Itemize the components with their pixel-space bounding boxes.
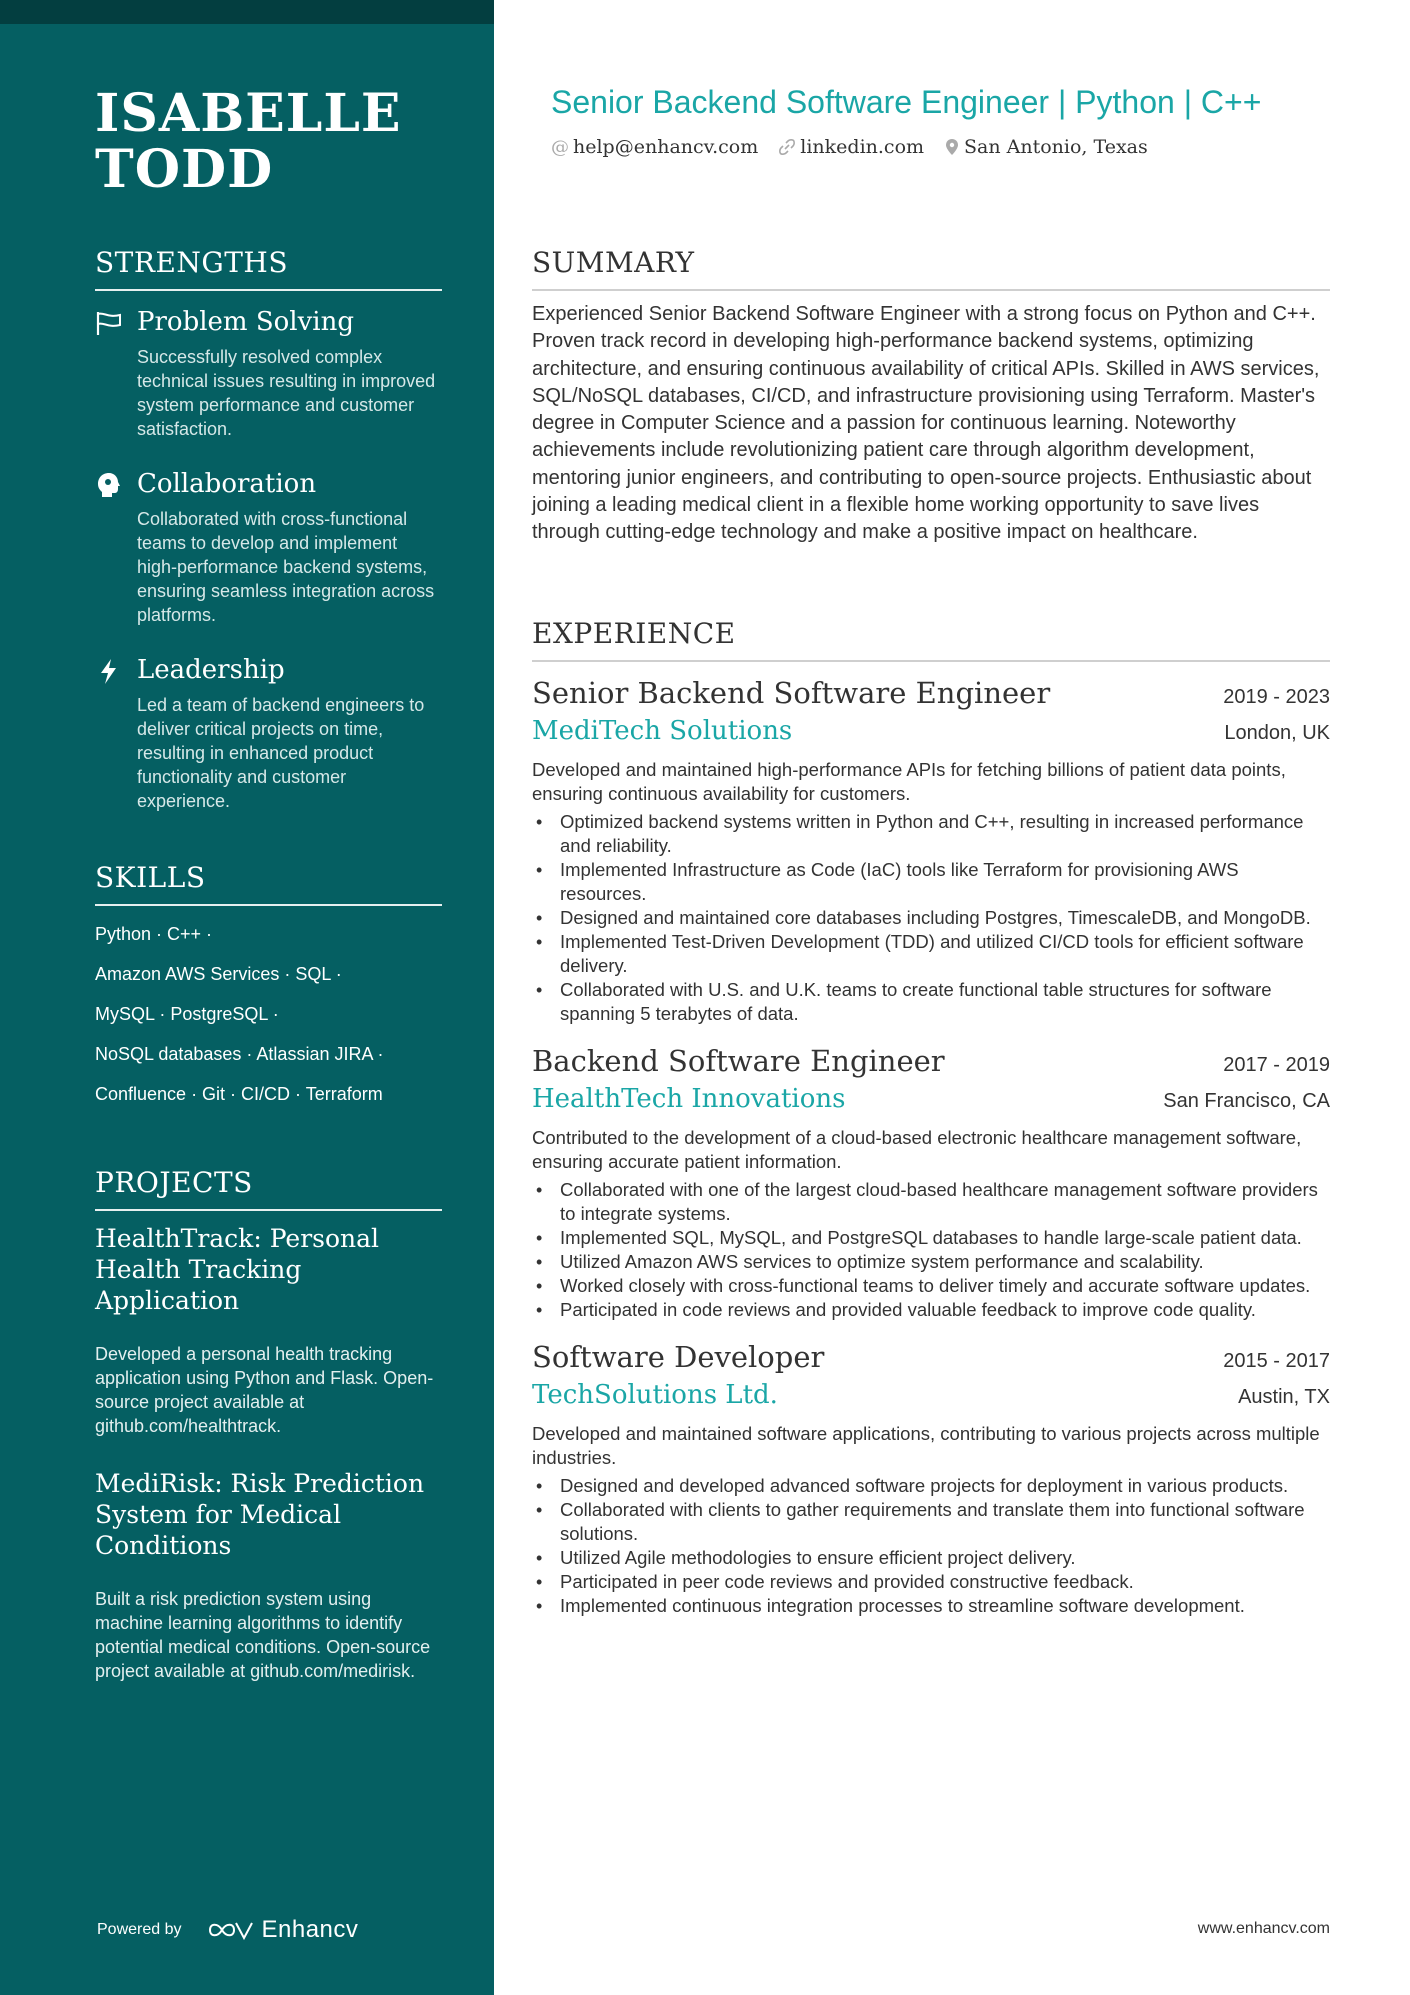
job-company: HealthTech Innovations (532, 1084, 846, 1114)
strength-title: Problem Solving (137, 307, 355, 337)
strengths-heading: STRENGTHS (95, 246, 442, 291)
job-header (532, 676, 1330, 710)
linkedin-text: linkedin.com (800, 136, 925, 158)
powered-by-label: Powered by (97, 1921, 182, 1938)
enhancv-logo-icon (206, 1918, 254, 1942)
job-bullet: • Collaborated with clients to gather requirements and translate them into functional software solutions. (532, 1498, 1330, 1546)
at-icon: @ (551, 136, 569, 158)
strength-item (95, 305, 442, 441)
job-entry (532, 1044, 1330, 1322)
summary-text: Experienced Senior Backend Software Engineer with a strong focus on Python and C++. Proven track record in developing high-performance backend systems, optimizing architecture, and ensuring continuous availability of critical APIs. Skilled in AWS services, SQL/NoSQL databases, CI/CD, and infrastructure provisioning using Terraform. Master's degree in Computer Science and a passion for continuous learning. Noteworthy achievements include revolutionizing patient care through algorithm development, mentoring junior engineers, and contributing to open-source projects. Enthusiastic about joining a leading medical client in a flexible home working opportunity to save lives through cutting-edge technology and make a positive impact on healthcare. (532, 303, 1320, 544)
skills-list (95, 922, 442, 1106)
job-bullet: • Collaborated with one of the largest cloud-based healthcare management software providers to integrate systems. (532, 1178, 1330, 1226)
skills-section (95, 861, 442, 1106)
job-header (532, 1340, 1330, 1374)
headline: Senior Backend Software Engineer | Python | C++ (551, 84, 1262, 120)
job-subheader (532, 716, 1330, 746)
skill-line: Amazon AWS Services · SQL · (95, 964, 342, 984)
job-dates: 2019 - 2023 (1223, 686, 1330, 708)
powered-by (97, 1916, 358, 1944)
strength-desc: Led a team of backend engineers to deliver critical projects on time, resulting in enhanced product functionality and customer experience. (137, 695, 425, 811)
job-entry (532, 1340, 1330, 1618)
strength-desc: Collaborated with cross-functional teams to develop and implement high-performance backend systems, ensuring seamless integration across platforms. (137, 509, 435, 625)
experience-heading: EXPERIENCE (532, 617, 1330, 662)
flag-icon (95, 309, 123, 337)
projects-section (95, 1166, 442, 1683)
head-icon (95, 471, 123, 499)
skill-line: MySQL · PostgreSQL · (95, 1004, 279, 1024)
strength-item (95, 467, 442, 627)
skill-line: Python · C++ · (95, 924, 213, 944)
job-subheader (532, 1380, 1330, 1410)
job-location: San Francisco, CA (1163, 1090, 1330, 1112)
job-bullet: • Participated in code reviews and provided valuable feedback to improve code quality. (532, 1298, 1330, 1322)
job-title: Senior Backend Software Engineer (532, 676, 1051, 710)
experience-section (532, 617, 1330, 1618)
job-bullet: • Worked closely with cross-functional teams to deliver timely and accurate software updates. (532, 1274, 1330, 1298)
job-title: Software Developer (532, 1340, 825, 1374)
job-desc: Developed and maintained software applications, contributing to various projects across multiple industries. (532, 1423, 1320, 1468)
skill-line: Confluence · Git · CI/CD · Terraform (95, 1084, 383, 1104)
sidebar-top-bar (0, 0, 494, 24)
lightning-icon (95, 657, 123, 685)
job-bullet: • Optimized backend systems written in Python and C++, resulting in increased performance and reliability. (532, 810, 1330, 858)
enhancv-brand: Enhancv (261, 1916, 359, 1943)
job-company: TechSolutions Ltd. (532, 1380, 778, 1410)
contact-linkedin[interactable] (778, 136, 924, 158)
email-text: help@enhancv.com (573, 136, 759, 158)
job-location: Austin, TX (1238, 1386, 1330, 1408)
job-bullet: • Implemented SQL, MySQL, and PostgreSQL databases to handle large-scale patient data. (532, 1226, 1330, 1250)
project-title: HealthTrack: Personal Health Tracking Application (95, 1224, 380, 1315)
skills-heading: SKILLS (95, 861, 442, 906)
project-desc: Developed a personal health tracking application using Python and Flask. Open-source project available at github.com/healthtrack. (95, 1344, 434, 1436)
contact-location (944, 136, 1148, 158)
job-desc: Developed and maintained high-performance APIs for fetching billions of patient data points, ensuring continuous availability for customers. (532, 759, 1286, 804)
strength-item (95, 653, 442, 813)
name-line-1: ISABELLE (95, 83, 402, 144)
name-line-2: TODD (95, 139, 274, 200)
job-header (532, 1044, 1330, 1078)
skill-line: NoSQL databases · Atlassian JIRA · (95, 1044, 384, 1064)
job-bullets (532, 1474, 1330, 1618)
job-dates: 2015 - 2017 (1223, 1350, 1330, 1372)
strength-title: Collaboration (137, 469, 317, 499)
summary-section (532, 246, 1330, 547)
link-icon (778, 138, 796, 156)
job-bullet: • Designed and developed advanced software projects for deployment in various products. (532, 1474, 1330, 1498)
summary-heading: SUMMARY (532, 246, 1330, 291)
sidebar (0, 0, 494, 1995)
job-bullet: • Utilized Agile methodologies to ensure efficient project delivery. (532, 1546, 1330, 1570)
job-desc: Contributed to the development of a cloud-based electronic healthcare management software, ensuring accurate patient information. (532, 1127, 1302, 1172)
job-bullet: • Collaborated with U.S. and U.K. teams to create functional table structures for software spanning 5 terabytes of data. (532, 978, 1330, 1026)
job-dates: 2017 - 2019 (1223, 1054, 1330, 1076)
location-text: San Antonio, Texas (964, 136, 1148, 158)
job-bullet: • Participated in peer code reviews and provided constructive feedback. (532, 1570, 1330, 1594)
job-bullet: • Designed and maintained core databases including Postgres, TimescaleDB, and MongoDB. (532, 906, 1330, 930)
job-bullet: • Implemented Infrastructure as Code (IaC) tools like Terraform for provisioning AWS resources. (532, 858, 1330, 906)
projects-heading: PROJECTS (95, 1166, 442, 1211)
job-bullets (532, 1178, 1330, 1322)
job-subheader (532, 1084, 1330, 1114)
contact-bar (551, 136, 1148, 158)
job-entry (532, 676, 1330, 1026)
job-bullet: • Utilized Amazon AWS services to optimize system performance and scalability. (532, 1250, 1330, 1274)
candidate-name (95, 83, 402, 200)
job-bullet: • Implemented continuous integration processes to streamline software development. (532, 1594, 1330, 1618)
contact-email[interactable] (551, 136, 758, 158)
project-desc: Built a risk prediction system using machine learning algorithms to identify potential medical conditions. Open-source project available at github.com/medirisk. (95, 1589, 431, 1681)
job-bullet: • Implemented Test-Driven Development (TDD) and utilized CI/CD tools for efficient software delivery. (532, 930, 1330, 978)
job-bullets (532, 810, 1330, 1026)
location-pin-icon (944, 138, 960, 156)
job-location: London, UK (1224, 722, 1330, 744)
job-company: MediTech Solutions (532, 716, 793, 746)
strengths-section (95, 246, 442, 813)
job-title: Backend Software Engineer (532, 1044, 945, 1078)
footer-url[interactable]: www.enhancv.com (1197, 1920, 1330, 1937)
strength-desc: Successfully resolved complex technical issues resulting in improved system performance and customer satisfaction. (137, 347, 436, 439)
project-title: MediRisk: Risk Prediction System for Medical Conditions (95, 1469, 425, 1560)
strength-title: Leadership (137, 655, 285, 685)
enhancv-logo[interactable] (206, 1916, 359, 1944)
